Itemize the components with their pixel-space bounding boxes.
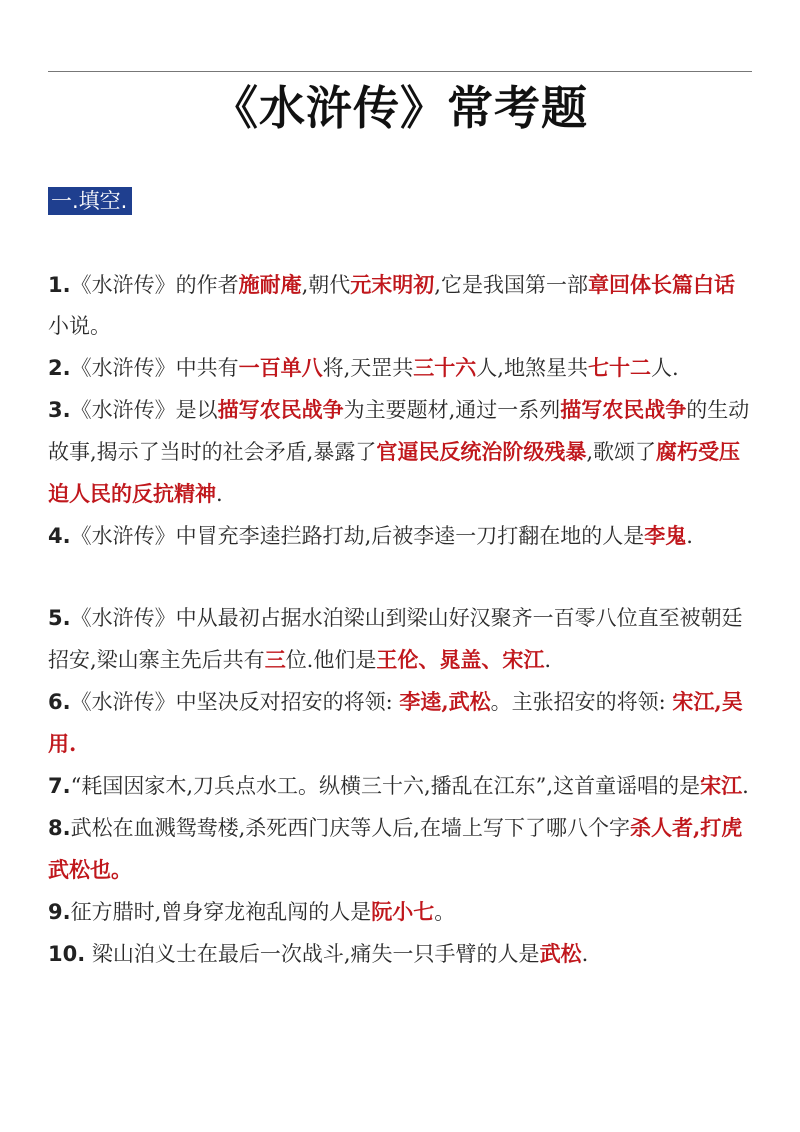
question-text: ,歌颂了 [586,440,657,464]
question-text: 。 [434,900,456,924]
question-text: . [742,774,749,798]
answer-text: 李鬼 [644,523,687,548]
answer-text: 宋江,吴用. [48,689,743,756]
answer-text: 元末明初 [350,272,435,297]
question-number: 8. [48,816,71,840]
top-rule [48,71,752,72]
answer-text: 一百单八 [238,355,323,380]
question-text: 《水浒传》中坚决反对招安的将领: [70,690,400,714]
question-10 [48,933,754,975]
question-text: 征方腊时,曾身穿龙袍乱闯的人是 [70,900,372,924]
question-4 [48,515,754,557]
question-number: 3. [48,398,71,422]
answer-text: 描写农民战争 [560,397,687,422]
question-text: 《水浒传》的作者 [70,273,239,297]
answer-text: 武松 [539,941,582,966]
answer-text: 腐朽受压迫人民的反抗精神 [48,439,741,506]
question-2 [48,347,754,389]
question-text: 人. [650,356,679,380]
question-text: 《水浒传》中共有 [70,356,239,380]
question-text: 梁山泊义士在最后一次战斗,痛失一只手臂的人是 [85,942,540,966]
question-number: 6. [48,690,71,714]
answer-text: 三十六 [413,355,477,380]
question-number: 10. [48,942,86,966]
question-1 [48,264,754,347]
answer-text: 七十二 [587,355,651,380]
question-text: ,它是我国第一部 [434,273,588,297]
question-text: 人,地煞星共 [476,356,588,380]
question-text: 位.他们是 [285,648,377,672]
answer-text: 描写农民战争 [217,397,344,422]
question-text: ,朝代 [301,273,351,297]
question-5 [48,598,754,681]
question-text: “耗国因家木,刀兵点水工。纵横三十六,播乱在江东”,这首童谣唱的是 [70,774,701,798]
question-text: 武松在血溅鸳鸯楼,杀死西门庆等人后,在墙上写下了哪八个字 [70,816,630,840]
question-list [48,264,754,975]
question-text: 将,天罡共 [322,356,414,380]
section-label: 一.填空. [48,187,132,215]
question-text: 《水浒传》中冒充李逵拦路打劫,后被李逵一刀打翻在地的人是 [70,524,645,548]
answer-text: 杀人者,打虎武松也。 [48,815,743,882]
question-text: 。主张招安的将领: [490,690,673,714]
question-8 [48,807,754,891]
question-6 [48,681,754,765]
question-text: 《水浒传》中从最初占据水泊梁山到梁山好汉聚齐一百零八位直至被朝廷招安,梁山寨主先后共有 [48,606,743,672]
answer-text: 阮小七 [371,899,435,924]
question-9 [48,891,754,933]
question-number: 1. [48,273,71,297]
question-text: . [581,942,589,966]
page-title: 《水浒传》常考题 [212,81,588,135]
question-number: 5. [48,606,71,630]
question-number: 7. [48,774,71,798]
answer-text: 三 [264,647,286,672]
question-text: . [544,648,552,672]
question-text: . [216,482,223,506]
question-text: 小说。 [48,314,111,338]
answer-text: 宋江 [700,773,743,798]
question-number: 4. [48,524,71,548]
question-text: 《水浒传》是以 [70,398,218,422]
question-number: 2. [48,356,71,380]
question-number: 9. [48,900,71,924]
answer-text: 施耐庵 [238,272,302,297]
question-7 [48,765,754,807]
answer-text: 章回体长篇白话 [587,272,735,297]
answer-text: 李逵,武松 [399,689,491,714]
question-3 [48,389,754,515]
question-text: 为主要题材,通过一系列 [343,398,561,422]
answer-text: 王伦、晁盖、宋江 [376,647,545,672]
answer-text: 官逼民反统治阶级残暴 [376,439,587,464]
question-text: . [686,524,693,548]
question-text: 的生动故事,揭示了当时的社会矛盾,暴露了 [48,398,750,464]
